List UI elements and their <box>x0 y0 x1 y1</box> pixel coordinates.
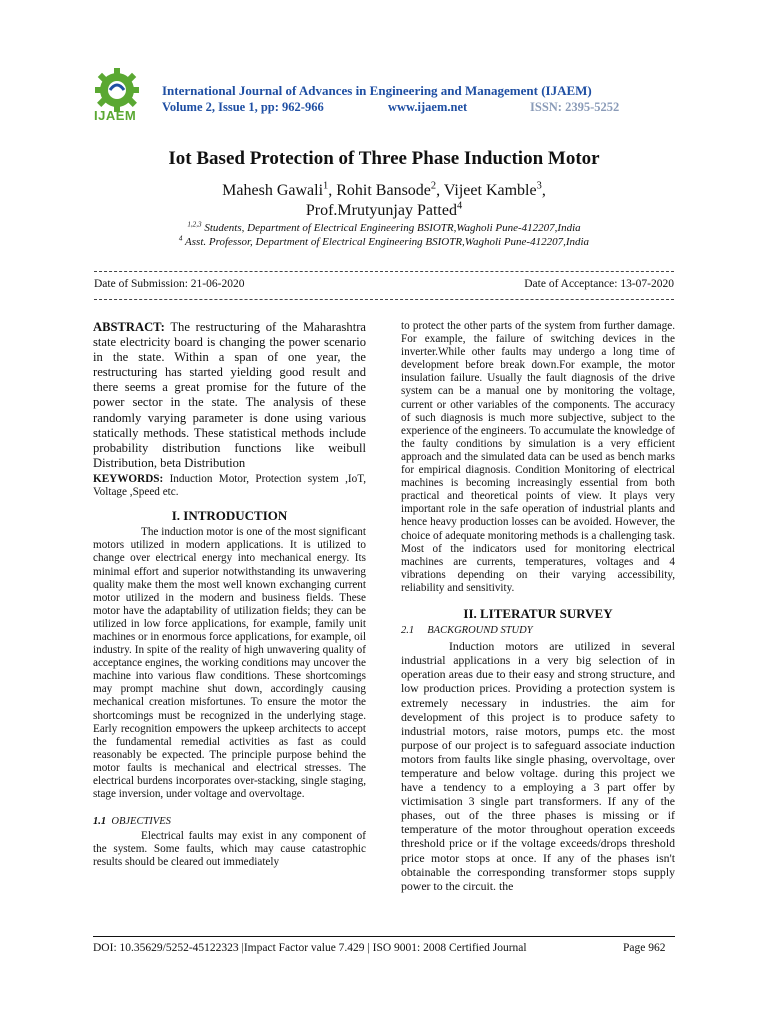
journal-url[interactable]: www.ijaem.net <box>388 100 468 114</box>
submission-date: Date of Submission: 21-06-2020 <box>94 278 245 290</box>
footer-doi[interactable]: DOI: 10.35629/5252-45122323 <box>93 942 239 954</box>
journal-volume: Volume 2, Issue 1, pp: 962-966 <box>162 100 324 114</box>
page-footer <box>93 942 666 954</box>
affiliation-text: Students, Department of Electrical Engineering BSIOTR,Wagholi Pune-412207,India <box>201 222 581 234</box>
affiliation-text: Asst. Professor, Department of Electrical Engineering BSIOTR,Wagholi Pune-412207,India <box>182 236 590 248</box>
logo-text: IJAEM <box>94 108 137 123</box>
keywords <box>93 473 366 499</box>
subsection-title: OBJECTIVES <box>111 816 171 828</box>
section-heading: I. INTRODUCTION <box>171 508 288 524</box>
subsection-number: 2.1 <box>401 625 415 637</box>
intro-paragraph: The induction motor is one of the most significant motors utilized in modern applications. It is utilized to change over electrical energy into mechanical energy. Its minimal effort and superior notwithstanding its unwavering quality make them the most well known exchanging current motor utilized in the modern and business fields. These motor have the adaptability of utilization fields; they can be utilized in low force applications, for example, family unit machines or in enormous force applications, for example, oil industry. In spite of the reality of high unwavering quality of acceptance engines, the working conditions may uncover the machine into various flaw conditions. These shortcomings may prompt machine shut down, accordingly causing mechanical creation misfortunes. To ensure the motor the shortcomings must be recognized in the underlying stage. Early recognition empowers the upkeep architects to accept the fundamental remedial activities as fast as could reasonably be expected. The principle purpose behind the motor faults is mechanical and electrical stresses. The electrical burdens incorporates over-stacking, single staging, stage inversion, under voltage and overvoltage. <box>93 526 366 801</box>
objectives-paragraph: Electrical faults may exist in any component of the system. Some faults, which may cause catastrophic results should be cleared out immediately <box>93 830 366 869</box>
author-name: Prof.Mrutyunjay Patted <box>305 202 457 219</box>
continuation-paragraph: to protect the other parts of the system from further damage. For example, the failure of switching devices in the inverter.While other faults may undergo a long time of development before break down.For example, the motor insulation failure. Usually the fault diagnosis of the drive system can be a manual one by monitoring the voltage, current or other variables of the components. The accuracy of such diagnosis is much more subjective, subject to the experience of the engineers. To accumulate the knowledge of the faulty conditions by simulation is a very efficient approach and the simulated data can be used as bench marks for empirical diagnosis. Condition Monitoring of electrical machines is becoming increasingly essential from both practical and theoretical points of view. It plays very important role in the safe operation of industrial plants and hence heavy production losses can be avoided. However, the choice of adequate monitoring methods is a challenging task. Most of the indicators used for monitoring electrical machines are currents, temperatures, voltages and 4 vibrations depending on their varying accessibility, reliability and sensitivity. <box>401 320 675 594</box>
acceptance-date: Date of Acceptance: 13-07-2020 <box>524 278 674 290</box>
author-sup: 1 <box>323 180 329 192</box>
footer-impact: |Impact Factor value 7.429 <box>238 942 365 954</box>
subsection-heading <box>401 624 675 637</box>
author-name: Mahesh Gawali <box>222 182 324 199</box>
author-sup: 2 <box>430 180 437 192</box>
journal-issn: ISSN: 2395-5252 <box>530 100 620 114</box>
author-name: , Vijeet Kamble <box>436 182 537 199</box>
author-sup: 3 <box>536 180 542 192</box>
author-sup: 4 <box>456 200 463 212</box>
journal-logo <box>86 68 148 124</box>
section-heading: II. LITERATUR SURVEY <box>463 605 613 621</box>
footer-iso: | ISO 9001: 2008 Certified Journal <box>364 942 527 954</box>
abstract-text: The restructuring of the Maharashtra state electricity board is changing the power scenario in the state. Within a span of one year, the restructuring has started yielding good result and there seems a great promise for the future of the power sector in the state. The analysis of these randomly varying parameter is done using various statically methods. These statistical methods include probability distribution functions like weibull Distribution, beta Distribution <box>93 320 366 470</box>
keywords-text: Induction Motor, Protection system ,IoT, Voltage ,Speed etc. <box>93 472 366 499</box>
authors-line <box>0 202 768 220</box>
affiliation-sup: 1,2,3 <box>187 220 202 229</box>
affiliation <box>0 236 768 248</box>
subsection-heading <box>93 815 366 828</box>
footer-rule <box>93 936 675 937</box>
affiliation-sup: 4 <box>178 234 183 243</box>
authors-line <box>0 182 768 200</box>
page-number: Page 962 <box>623 942 666 954</box>
paper-title: Iot Based Protection of Three Phase Induction Motor <box>168 148 600 169</box>
journal-name: International Journal of Advances in Engineering and Management (IJAEM) <box>162 83 592 98</box>
abstract-label: ABSTRACT: <box>93 320 165 334</box>
keywords-label: KEYWORDS: <box>93 472 164 485</box>
left-column <box>93 320 366 870</box>
author-name: , Rohit Bansode <box>328 182 431 199</box>
divider <box>94 271 674 272</box>
right-column <box>401 320 675 893</box>
abstract <box>93 320 366 471</box>
subsection-number: 1.1 <box>93 816 107 828</box>
author-sep: , <box>541 182 546 199</box>
subsection-title: BACKGROUND STUDY <box>427 625 533 637</box>
affiliation <box>0 222 768 234</box>
divider <box>94 299 674 300</box>
background-paragraph: Induction motors are utilized in several industrial applications in a very big selection of in operation areas due to their easy and strong structure, and low production prices. Providing a protection system is extremely necessary in industries. the aim for development of this project is to produce safety to industrial motors, raise motors, pumps etc. the most purpose of our project is to safeguard associate induction motors from faults like single phasing, overvoltage, over temperature and below voltage. during this project we have a tendency to a employing a 3 part offer by victimisation 3 single part transformers. If any of the phases, out of the three phases is missing or if temperature of the motor throughout operation exceeds threshold price or if the voltage exceeds/drops threshold price motor stops at once. If any of the phases isn't obtainable the corresponding transformer stops supply power to the circuit. the <box>401 639 675 893</box>
